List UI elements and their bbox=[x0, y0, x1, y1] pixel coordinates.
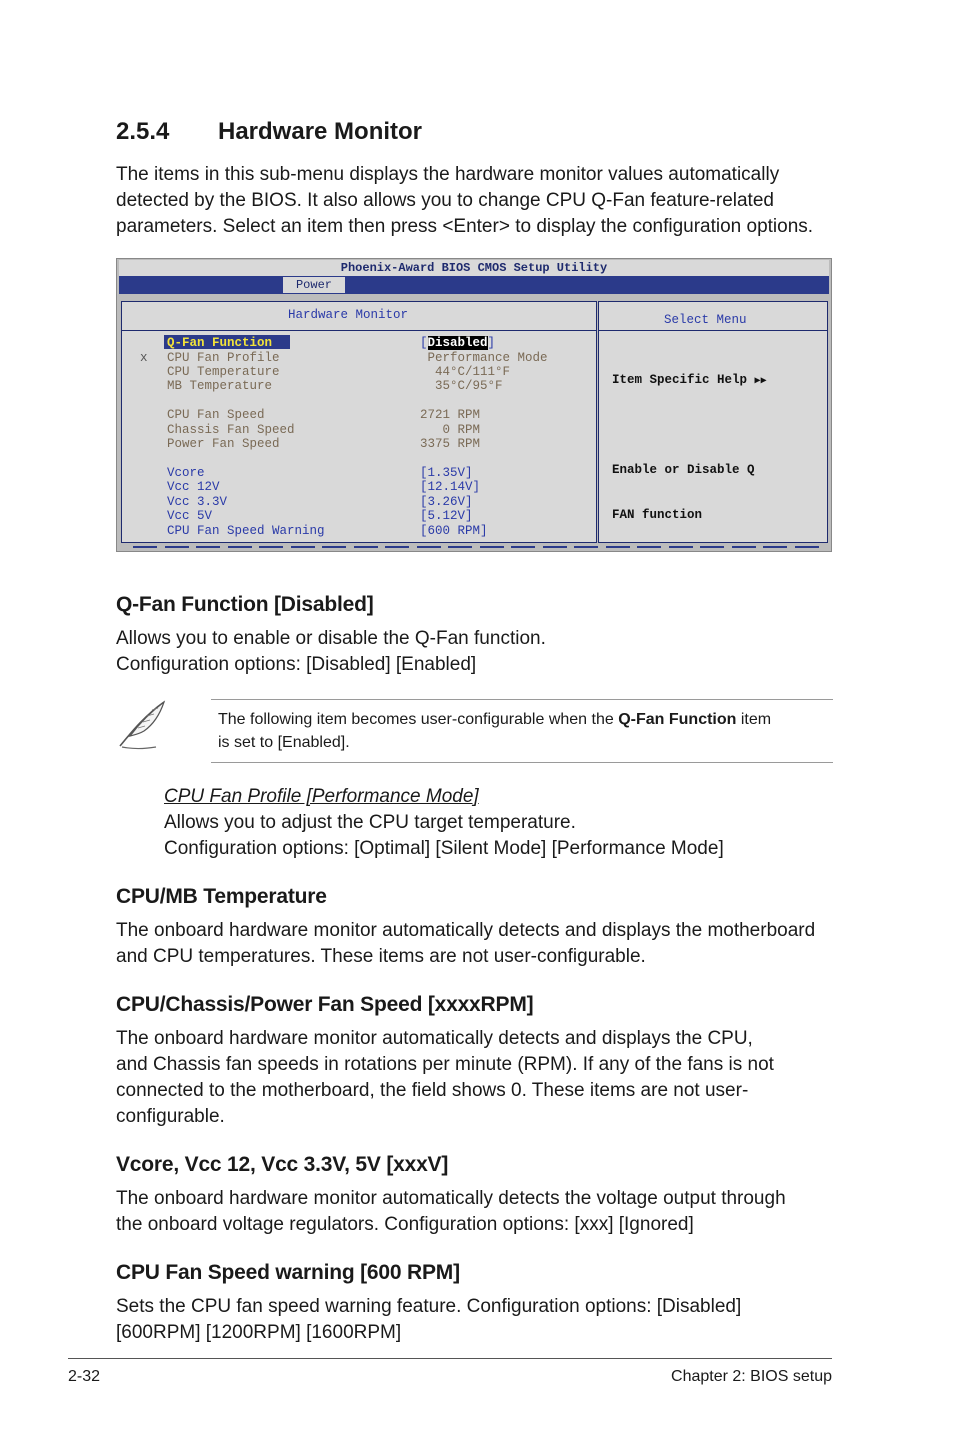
bios-row-label: Power Fan Speed bbox=[167, 437, 280, 451]
bios-bottom-dash bbox=[133, 546, 157, 548]
section-heading bbox=[116, 118, 422, 146]
bios-tab-power: Power bbox=[283, 277, 345, 293]
heading-fan-speed: CPU/Chassis/Power Fan Speed [xxxxRPM] bbox=[116, 993, 534, 1016]
bios-screenshot bbox=[116, 258, 832, 552]
cpu-mb-temperature-description bbox=[116, 918, 815, 970]
bios-bottom-dash bbox=[511, 546, 535, 548]
bios-setting-row bbox=[122, 509, 596, 523]
fan-speed-line: and Chassis fan speeds in rotations per minute (RPM). If any of the fans is not bbox=[116, 1054, 774, 1075]
bios-bottom-dash bbox=[291, 546, 315, 548]
bios-bottom-dash bbox=[700, 546, 724, 548]
bios-row-value: [3.26V] bbox=[420, 495, 473, 509]
cpu-mb-temperature-line: and CPU temperatures. These items are not user-configurable. bbox=[116, 946, 646, 967]
bios-setting-row bbox=[122, 351, 596, 365]
note-top-rule bbox=[211, 699, 833, 700]
bios-row-label: Vcc 3.3V bbox=[167, 495, 228, 509]
bios-help-line: Enable or Disable Q bbox=[612, 462, 755, 477]
bios-setting-row bbox=[122, 437, 596, 451]
cpu-fan-profile-line: Allows you to adjust the CPU target temperature. bbox=[164, 812, 576, 833]
bios-row-label: CPU Fan Speed Warning bbox=[167, 524, 325, 538]
bios-bottom-dash bbox=[385, 546, 409, 548]
bios-setting-row bbox=[122, 408, 596, 422]
cpu-fan-profile-line: Configuration options: [Optimal] [Silent Mode] [Performance Mode] bbox=[164, 838, 724, 859]
bios-bottom-dash bbox=[637, 546, 661, 548]
bios-bottom-dash bbox=[322, 546, 346, 548]
bios-setting-row bbox=[122, 336, 596, 350]
cpu-fan-profile-description bbox=[164, 810, 724, 862]
bios-setting-row bbox=[122, 495, 596, 509]
bios-bottom-dash bbox=[354, 546, 378, 548]
fan-speed-line: configurable. bbox=[116, 1106, 225, 1127]
bios-bottom-dash bbox=[259, 546, 283, 548]
bios-row-mark: x bbox=[140, 351, 148, 365]
intro-line: The items in this sub-menu displays the hardware monitor values automatically bbox=[116, 164, 780, 185]
footer-chapter: Chapter 2: BIOS setup bbox=[671, 1368, 832, 1385]
bios-row-label: MB Temperature bbox=[167, 379, 273, 393]
bios-title: Phoenix-Award BIOS CMOS Setup Utility bbox=[119, 260, 829, 276]
bios-setting-row bbox=[122, 466, 596, 480]
intro-line: detected by the BIOS. It also allows you to change CPU Q-Fan feature-related bbox=[116, 190, 774, 211]
bios-bottom-dash bbox=[543, 546, 567, 548]
bios-setting-row bbox=[122, 379, 596, 393]
bios-panel-divider bbox=[122, 330, 596, 331]
bios-bottom-dash bbox=[669, 546, 693, 548]
bios-row-value: 3375 RPM bbox=[420, 437, 481, 451]
bios-bottom-bar bbox=[119, 544, 829, 550]
fan-speed-line: connected to the motherboard, the field shows 0. These items are not user- bbox=[116, 1080, 749, 1101]
fan-speed-warning-line: Sets the CPU fan speed warning feature. Configuration options: [Disabled] bbox=[116, 1296, 742, 1317]
bios-value-bracket: ] bbox=[487, 336, 496, 350]
qfan-line: Configuration options: [Disabled] [Enabled] bbox=[116, 654, 477, 675]
double-arrow-icon: ▶▶ bbox=[754, 376, 767, 387]
footer-page-number: 2-32 bbox=[68, 1368, 101, 1385]
bios-help-line: FAN function bbox=[612, 508, 703, 522]
cpu-mb-temperature-line: The onboard hardware monitor automatically detects and displays the motherboard bbox=[116, 920, 816, 941]
note-text-pre: The following item becomes user-configurable when the bbox=[218, 711, 619, 728]
heading-cpu-mb-temperature: CPU/MB Temperature bbox=[116, 885, 327, 908]
bios-bottom-dash bbox=[763, 546, 787, 548]
fan-speed-description bbox=[116, 1026, 774, 1130]
note-text-post: item bbox=[736, 711, 772, 728]
note-text bbox=[218, 708, 771, 754]
bios-row-label: CPU Temperature bbox=[167, 365, 280, 379]
bios-row-value: [12.14V] bbox=[420, 480, 481, 494]
bios-row-label: Chassis Fan Speed bbox=[167, 423, 295, 437]
bios-row-value: 0 RPM bbox=[420, 423, 481, 437]
bios-bottom-dash bbox=[196, 546, 220, 548]
bios-row-label: Vcore bbox=[167, 466, 205, 480]
bios-bottom-dash bbox=[417, 546, 441, 548]
bios-row-label: CPU Fan Speed bbox=[167, 408, 265, 422]
qfan-line: Allows you to enable or disable the Q-Fan function. bbox=[116, 628, 546, 649]
bios-value-bracket: [ bbox=[420, 336, 428, 350]
bios-value-selected: Disabled bbox=[427, 336, 488, 350]
bios-help-text bbox=[612, 344, 767, 552]
voltages-line: the onboard voltage regulators. Configuration options: [xxx] [Ignored] bbox=[116, 1214, 694, 1235]
bios-bottom-dash bbox=[228, 546, 252, 548]
bios-row-value: [5.12V] bbox=[420, 509, 473, 523]
bios-help-panel bbox=[598, 301, 828, 543]
footer-rule bbox=[68, 1358, 832, 1359]
fan-speed-line: The onboard hardware monitor automatically detects and displays the CPU, bbox=[116, 1028, 753, 1049]
note-text-bold: Q-Fan Function bbox=[618, 711, 737, 728]
bios-row-value: 35°C/95°F bbox=[420, 379, 503, 393]
bios-setting-row bbox=[122, 365, 596, 379]
heading-fan-speed-warning: CPU Fan Speed warning [600 RPM] bbox=[116, 1261, 460, 1284]
heading-voltages: Vcore, Vcc 12, Vcc 3.3V, 5V [xxxV] bbox=[116, 1153, 449, 1176]
voltages-line: The onboard hardware monitor automatically detects the voltage output through bbox=[116, 1188, 786, 1209]
bios-row-value: [1.35V] bbox=[420, 466, 473, 480]
bios-setting-row bbox=[122, 480, 596, 494]
bios-help-line: Item Specific Help bbox=[612, 373, 748, 387]
bios-row-label: Vcc 5V bbox=[167, 509, 213, 523]
bios-settings-panel bbox=[121, 301, 597, 543]
bios-bottom-dash bbox=[165, 546, 189, 548]
bios-bottom-dash bbox=[448, 546, 472, 548]
bios-bottom-dash bbox=[480, 546, 504, 548]
voltages-description bbox=[116, 1186, 786, 1238]
bios-row-value: 44°C/111°F bbox=[420, 365, 511, 379]
heading-cpu-fan-profile: CPU Fan Profile [Performance Mode] bbox=[164, 786, 479, 807]
bios-bottom-dash bbox=[574, 546, 598, 548]
bios-bottom-dash bbox=[795, 546, 819, 548]
bios-row-label: CPU Fan Profile bbox=[167, 351, 280, 365]
bios-row-value: 2721 RPM bbox=[420, 408, 481, 422]
section-intro bbox=[116, 162, 813, 240]
fan-speed-warning-line: [600RPM] [1200RPM] [1600RPM] bbox=[116, 1322, 402, 1343]
bios-row-value: [600 RPM] bbox=[420, 524, 488, 538]
bios-help-title: Select Menu bbox=[664, 313, 747, 327]
bios-row-label: Q-Fan Function bbox=[167, 336, 273, 350]
intro-line: parameters. Select an item then press <Enter> to display the configuration options. bbox=[116, 216, 814, 237]
bios-row-label: Vcc 12V bbox=[167, 480, 220, 494]
note-bottom-rule bbox=[211, 762, 833, 763]
fan-speed-warning-description bbox=[116, 1294, 741, 1346]
bios-setting-row bbox=[122, 524, 596, 538]
bios-row-value bbox=[420, 336, 495, 351]
bios-setting-row bbox=[122, 423, 596, 437]
bios-panel-title: Hardware Monitor bbox=[288, 308, 409, 322]
bios-help-divider bbox=[599, 330, 827, 331]
bios-menubar bbox=[119, 276, 829, 294]
bios-bottom-dash bbox=[606, 546, 630, 548]
heading-qfan-function: Q-Fan Function [Disabled] bbox=[116, 593, 374, 616]
section-title: Hardware Monitor bbox=[218, 118, 423, 145]
qfan-description bbox=[116, 626, 546, 678]
feather-pen-icon bbox=[114, 698, 170, 754]
bios-row-value: Performance Mode bbox=[420, 351, 548, 365]
section-number: 2.5.4 bbox=[116, 118, 170, 145]
bios-bottom-dash bbox=[732, 546, 756, 548]
note-text-line2: is set to [Enabled]. bbox=[218, 734, 350, 751]
